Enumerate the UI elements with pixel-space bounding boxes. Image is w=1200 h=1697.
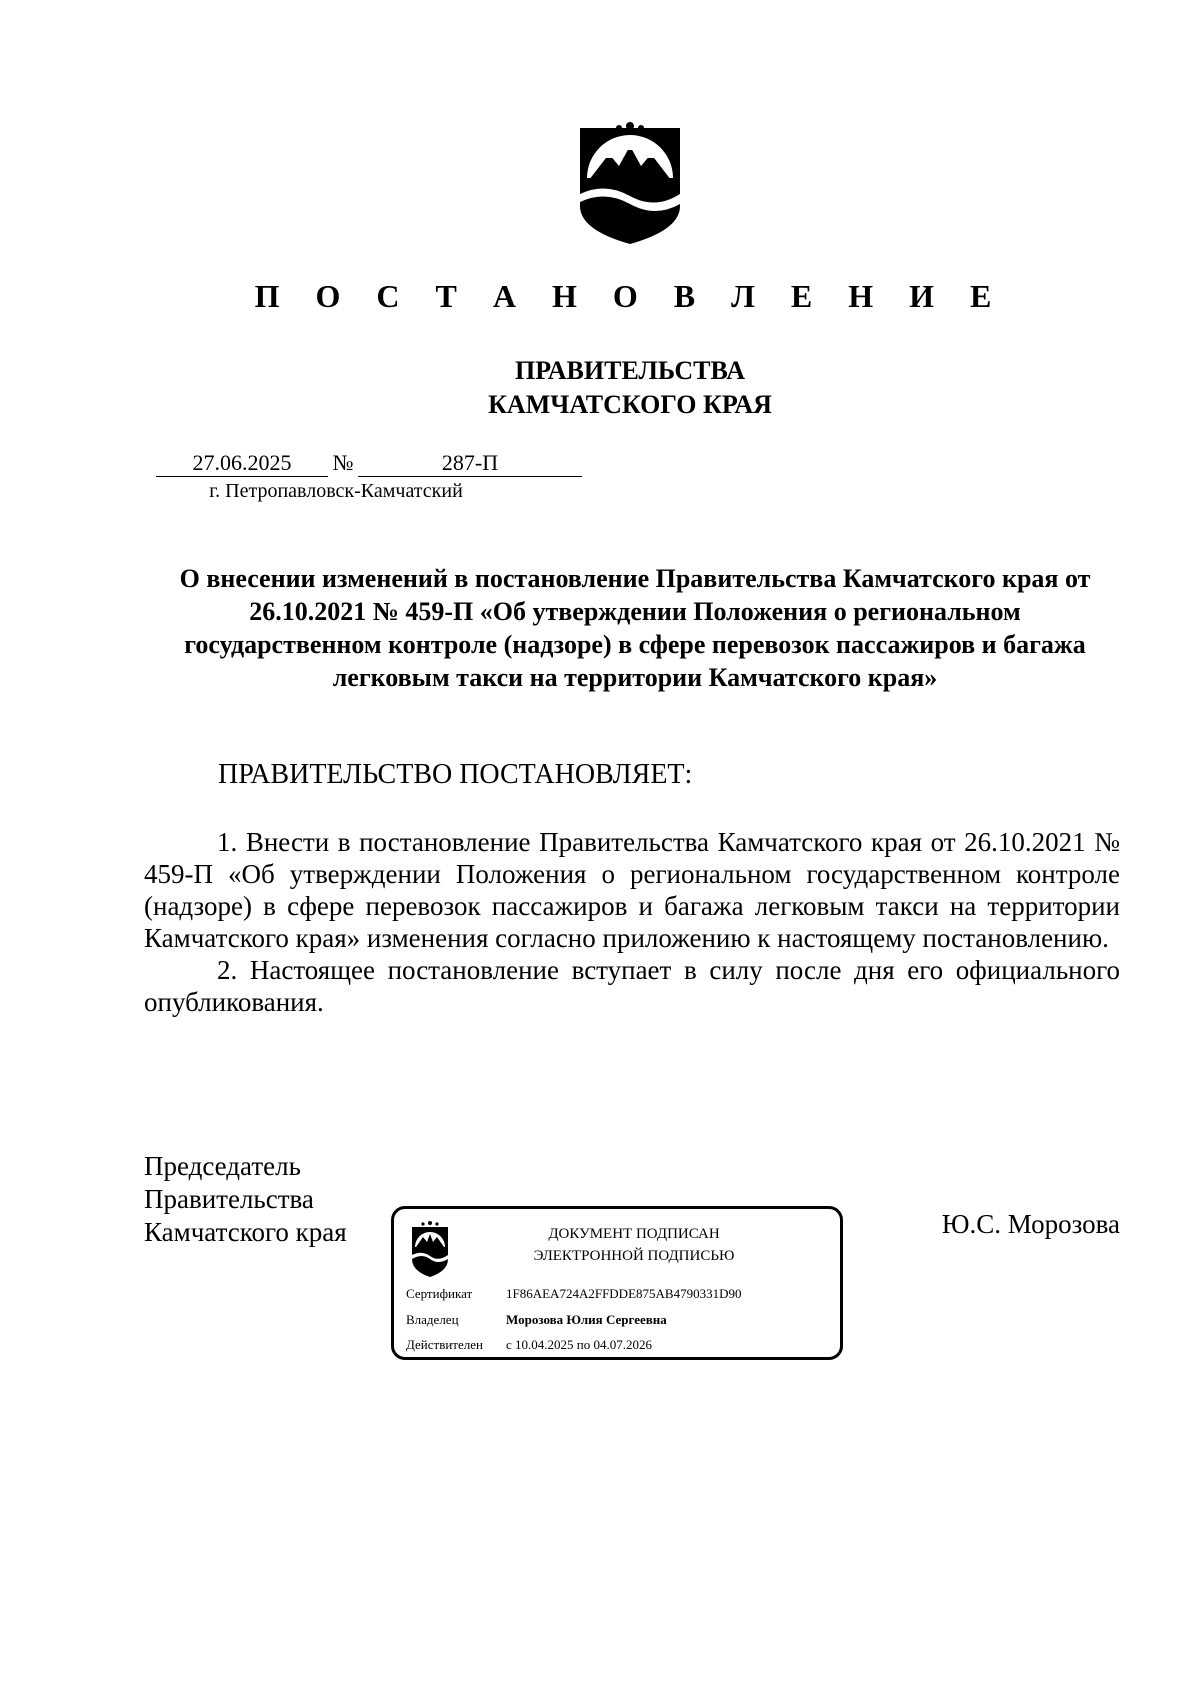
stamp-header-line-2: ЭЛЕКТРОННОЙ ПОДПИСЬЮ [533,1248,735,1264]
issuer-line-1: ПРАВИТЕЛЬСТВА [515,356,745,385]
issuer-heading [0,354,1200,422]
number-sign: № [332,450,354,475]
signer-position-line-1: Председатель [144,1151,301,1181]
electronic-signature-stamp [391,1206,843,1360]
kamchatka-coat-of-arms-icon [575,118,685,246]
document-city: г. Петропавловск-Камчатский [209,480,463,502]
paragraph-2: 2. Настоящее постановление вступает в силу после дня его официального опубликования. [144,955,1120,1017]
registration-line [156,450,582,477]
certificate-label: Сертификат [406,1286,473,1301]
signer-position-line-3: Камчатского края [144,1217,347,1247]
document-type-heading: П О С Т А Н О В Л Е Н И Е [254,278,1006,314]
document-number: 287-П [358,450,582,477]
stamp-owner-row [406,1312,667,1328]
signer-position [144,1150,347,1249]
stamp-certificate-row [406,1286,741,1302]
valid-value: с 10.04.2025 по 04.07.2026 [506,1337,652,1352]
resolves-heading: ПРАВИТЕЛЬСТВО ПОСТАНОВЛЯЕТ: [218,759,693,790]
stamp-header-line-1: ДОКУМЕНТ ПОДПИСАН [548,1226,720,1242]
kamchatka-emblem-icon [410,1219,450,1279]
signer-name: Ю.С. Морозова [941,1209,1120,1239]
document-body [144,826,1120,1018]
valid-label: Действителен [406,1337,483,1352]
owner-value: Морозова Юлия Сергеевна [506,1312,667,1327]
stamp-validity-row [406,1337,652,1353]
paragraph-1: 1. Внести в постановление Правительства Камчатского края от 26.10.2021 № 459-П «Об утверждении Положения о региональном государственном контроле (надзоре) в сфере перевозок пассажиров и багажа легковым такси на территории Камчатского края» изменения согласно приложению к настоящему постановлению. [144,827,1120,953]
document-title: О внесении изменений в постановление Правительства Камчатского края от 26.10.2021 № 459-П «Об утверждении Положения о региональном государственном контроле (надзоре) в сфере перевозок пассажиров и багажа легковым такси на территории Камчатского края» [179,564,1091,692]
certificate-value: 1F86AEA724A2FFDDE875AB4790331D90 [506,1286,742,1301]
owner-label: Владелец [406,1312,459,1327]
signer-position-line-2: Правительства [144,1184,314,1214]
issuer-line-2: КАМЧАТСКОГО КРАЯ [488,390,772,419]
document-date: 27.06.2025 [156,450,328,477]
stamp-header [494,1223,774,1267]
